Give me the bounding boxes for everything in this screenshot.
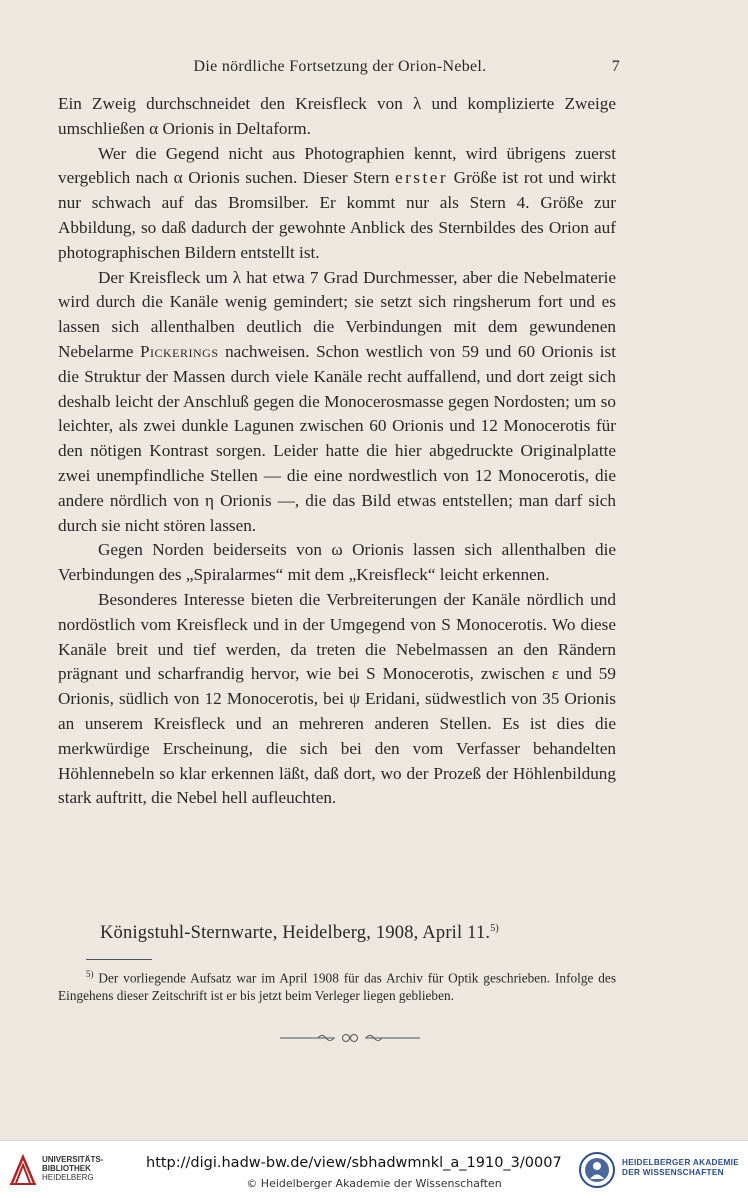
- paragraph-2-part-1: Wer die Gegend nicht aus Photographien kennt, wird übrigens zuerst vergeblich nach α Orionis suchen. Dieser Stern: [58, 143, 616, 188]
- paragraph-3-part-1: Der Kreisfleck um λ hat etwa 7 Grad Durchmesser, aber die Nebelmaterie wird durch die Kanäle wenig gemindert; sie setzt sich ringsherum fort und es lassen sich allenthalben deutlich die Verbindungen mit dem gewundenen Nebelarme: [58, 267, 616, 361]
- academy-line-2: DER WISSENSCHAFTEN: [622, 1168, 724, 1177]
- paragraph-3: [58, 266, 616, 539]
- academy-line-1: HEIDELBERGER AKADEMIE: [622, 1158, 739, 1167]
- library-line-1: UNIVERSITÄTS-: [42, 1155, 104, 1164]
- academy-name: [622, 1158, 739, 1178]
- paragraph-2-part-2: Größe ist rot und wirkt nur schwach auf das Bromsilber. Er kommt nur als Stern 4. Größe zur Abbildung, so daß dadurch der gewohnte Anblick des Sternbildes des Orion auf photographischen Bildern entstellt ist.: [58, 168, 616, 262]
- academy-seal-icon: [578, 1151, 616, 1189]
- body-text: [58, 92, 616, 811]
- header-title: Die nördliche Fortsetzung der Orion-Nebel.: [193, 58, 487, 75]
- signature-note-mark: 5): [490, 923, 499, 934]
- signature-text: Königstuhl-Sternwarte, Heidelberg, 1908, April 11.: [100, 923, 491, 944]
- paragraph-2: [58, 142, 616, 266]
- footnote-rule: [86, 959, 152, 960]
- copyright-notice: © Heidelberger Akademie der Wissenschaften: [246, 1177, 502, 1190]
- footnote: [58, 965, 616, 1005]
- paragraph-1: Ein Zweig durchschneidet den Kreisfleck von λ und komplizierte Zweige umschließen α Orionis in Deltaform.: [58, 94, 616, 138]
- library-line-3: HEIDELBERG: [42, 1173, 94, 1182]
- library-line-2: BIBLIOTHEK: [42, 1164, 91, 1173]
- signature-line: [100, 923, 600, 944]
- name-pickerings: Pickerings: [139, 341, 219, 361]
- end-ornament: [280, 1030, 420, 1046]
- footnote-text: Der vorliegende Aufsatz war im April 1908 für das Archiv für Optik geschrieben. Infolge des Eingehens dieser Zeitschrift ist er bis jetzt beim Verleger liegen geblieben.: [58, 970, 616, 1004]
- paragraph-3-part-2: nachweisen. Schon westlich von 59 und 60 Orionis ist die Struktur der Massen durch viele Kanäle recht auffallend, und dort zeigt sich deshalb leicht der Anschluß gegen die Monocerosmasse gegen Nordosten; um so leichter, als zwei dunkle Lagunen zwischen 60 Orionis und 12 Monocerotis für den nötigen Kontrast sorgen. Leider hatte die hier abgedruckte Originalplatte zwei unempfindliche Stellen — die eine nordwestlich von 12 Monocerotis, die andere nördlich von η Orionis —, die das Bild etwas entstellen; man darf sich durch sie nicht stören lassen.: [58, 341, 616, 535]
- permalink-url[interactable]: http://digi.hadw-bw.de/view/sbhadwmnkl_a_1910_3/0007: [146, 1155, 562, 1171]
- paragraph-5: Besonderes Interesse bieten die Verbreiterungen der Kanäle nördlich und nordöstlich vom Kreisfleck und in der Umgegend von S Monocerotis. Wo diese Kanäle breit und tief werden, da treten die Nebelmassen an den Rändern prägnant und scharfrandig hervor, wie bei S Monocerotis, zwischen ε und 59 Orionis, südlich von 12 Monocerotis, bei ψ Eridani, südwestlich von 35 Orionis an unserem Kreisfleck und an mehreren anderen Stellen. Es ist dies die merkwürdige Erscheinung, die sich bei den vom Verfasser behandelten Höhlennebeln so klar erkennen läßt, daß dort, wo der Prozeß der Höhlenbildung stark auftritt, die Nebel hell aufleuchten.: [58, 589, 616, 808]
- viewer-footer-bar: [0, 1140, 748, 1198]
- footnote-mark: 5): [86, 969, 94, 979]
- paragraph-4: Gegen Norden beiderseits von ω Orionis lassen sich allenthalben die Verbindungen des „Spiralarmes“ mit dem „Kreisfleck“ leicht erkennen.: [58, 540, 616, 585]
- emphasis-erster: erster: [394, 168, 449, 188]
- page-number: 7: [611, 58, 620, 75]
